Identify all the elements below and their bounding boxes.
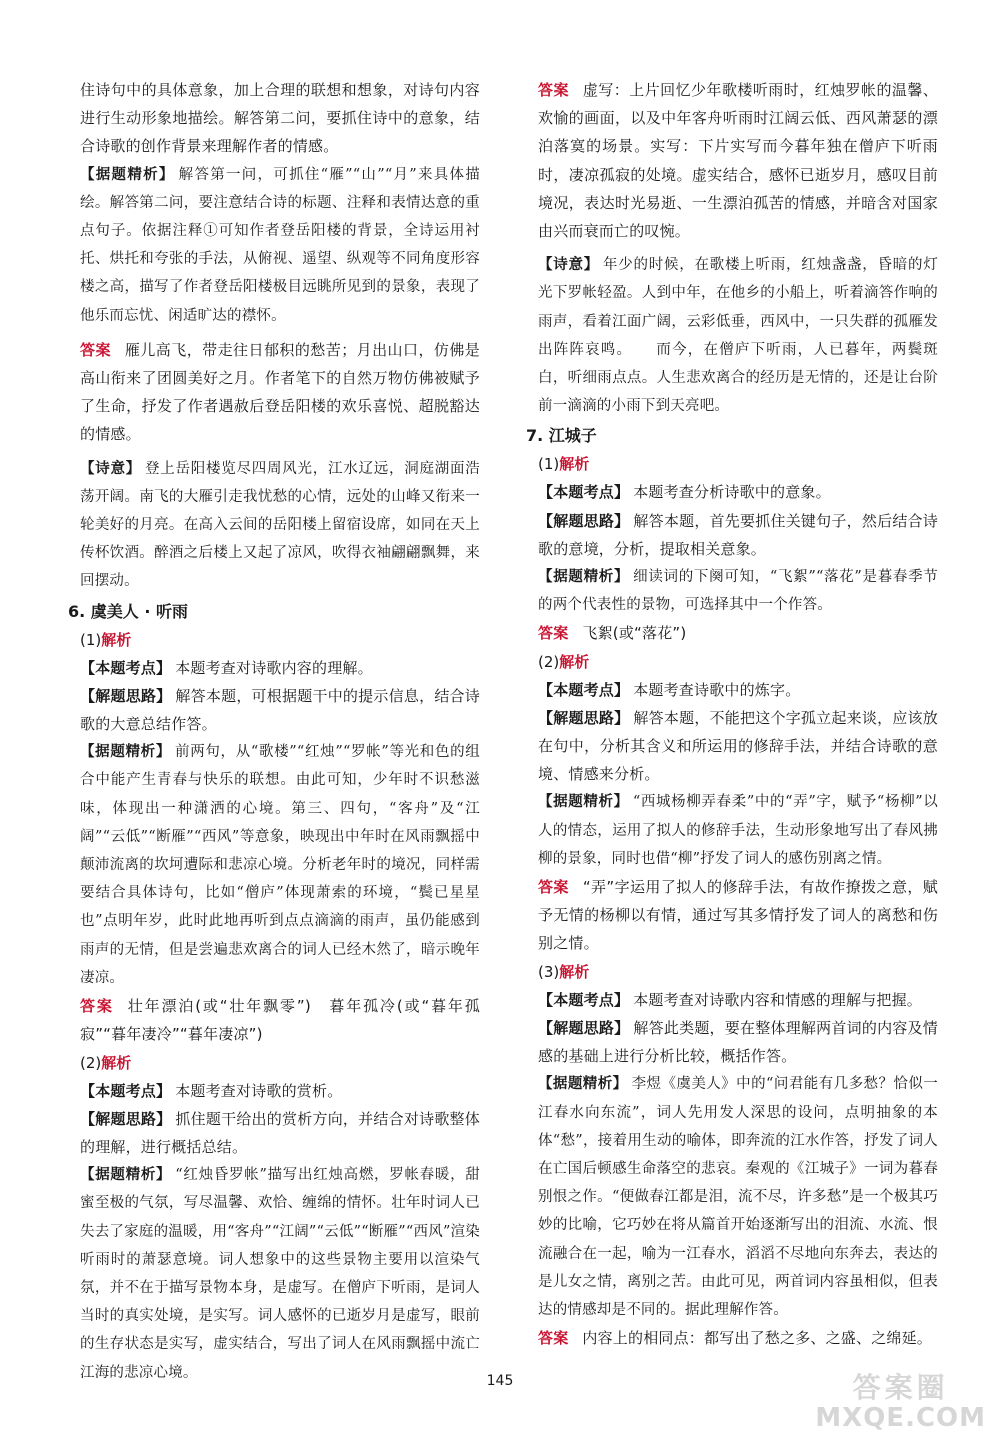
paragraph — [80, 1105, 480, 1161]
right-column — [526, 76, 939, 1352]
tag-label: 【据题精析】 — [538, 1075, 628, 1093]
tag-label: 【本题考点】 — [80, 658, 172, 677]
question-index: (2) — [80, 1053, 102, 1072]
paragraph — [538, 507, 938, 563]
answer-text: 内容上的相同点：都写出了愁之多、之盛、之绵延。 — [582, 1329, 933, 1348]
poem-meaning-text: 年少的时候，在歌楼上听雨，红烛盏盏，昏暗的灯光下罗帐轻盈。人到中年，在他乡的小船上，听着滴答作响的雨声，看着江面广阔，云彩低垂，西风中，一只失群的孤雁发出阵阵哀鸣。 而今，在僧庐下听雨，人已暮年，两鬓斑白，听细雨点点。人生悲欢离合的经历是无情的，还是让台阶前一滴滴的小雨下到天亮吧。 — [538, 257, 938, 415]
paragraph — [80, 654, 480, 682]
tag-label: 【解题思路】 — [80, 686, 172, 705]
question-index: (1) — [80, 630, 102, 649]
tag-label: 【据题精析】 — [538, 793, 629, 811]
question-number — [80, 626, 480, 654]
paragraph — [538, 478, 938, 506]
paragraph — [80, 682, 480, 738]
answer-label: 答案 — [538, 81, 569, 99]
question-index: (2) — [538, 652, 560, 671]
question-number — [80, 1049, 480, 1077]
analysis-label: 解析 — [101, 1053, 132, 1072]
analysis-text: 解答第一问，可抓住“雁”“山”“月”来具体描绘。解答第二问，要注意结合诗的标题、注释和表情达意的重点句子。依据注释①可知作者登岳阳楼的背景，全诗运用衬托、烘托和夸张的手法，从俯视、遥望、纵观等不同角度形容楼之高，描写了作者登岳阳楼极目远眺所见到的景象，表现了他乐而忘忧、闲适旷达的襟怀。 — [80, 166, 480, 324]
answer-text: “弄”字运用了拟人的修辞手法，有故作撩拨之意，赋予无情的杨柳以有情，通过写其多情抒发了词人的离愁和伤别之情。 — [538, 878, 938, 953]
answer-text: 雁儿高飞，带走往日郁积的愁苦；月出山口，仿佛是高山衔来了团圆美好之月。作者笔下的自然万物仿佛被赋予了生命，抒发了作者遇赦后登岳阳楼的欢乐喜悦、超脱豁达的情感。 — [80, 340, 480, 444]
section-title: 6. 虞美人 · 听雨 — [68, 601, 189, 621]
paragraph — [80, 1077, 480, 1105]
question-number — [538, 648, 938, 676]
answer-paragraph — [538, 76, 938, 245]
tag-label: 【据题精析】 — [80, 743, 172, 761]
answer-paragraph — [538, 619, 938, 647]
left-column — [68, 76, 481, 1387]
answer-paragraph — [80, 336, 480, 449]
text: 本题考查诗歌中的炼字。 — [633, 680, 801, 699]
text: 解答本题，可根据题干中的提示信息，结合诗歌的大意总结作答。 — [80, 686, 480, 734]
tag-label: 【本题考点】 — [538, 680, 630, 699]
answer-paragraph — [80, 992, 480, 1048]
paragraph — [80, 1161, 480, 1387]
poem-meaning-text: 登上岳阳楼览尽四周风光，江水辽远，洞庭湖面浩荡开阔。南飞的大雁引走我忧愁的心情，远处的山峰又衔来一轮美好的月亮。在高入云间的岳阳楼上留宿设席，如同在天上传杯饮酒。醉酒之后楼上又起了凉风，吹得衣袖翩翩飘舞，来回摆动。 — [80, 460, 480, 590]
answer-label: 答案 — [538, 624, 569, 643]
paragraph — [538, 1014, 938, 1070]
text: 解答本题，首先要抓住关键句子，然后结合诗歌的意境，分析，提取相关意象。 — [538, 511, 938, 558]
analysis-label: 解析 — [559, 962, 590, 981]
text: 本题考查对诗歌内容和情感的理解与把握。 — [633, 990, 923, 1009]
answer-text: 飞絮(或“落花”) — [582, 624, 687, 643]
paragraph — [538, 251, 938, 420]
question-number — [538, 958, 938, 986]
watermark-logo — [815, 1373, 986, 1433]
analysis-label: 解析 — [101, 630, 132, 649]
answer-label: 答案 — [80, 997, 114, 1016]
tag-label: 【本题考点】 — [538, 990, 630, 1009]
page-number: 145 — [486, 1373, 514, 1389]
tag-label: 【据题精析】 — [80, 1166, 172, 1184]
paragraph — [538, 704, 938, 789]
tag-label: 【解题思路】 — [538, 708, 630, 727]
text: 本题考查分析诗歌中的意象。 — [633, 483, 831, 502]
answer-paragraph — [538, 873, 938, 958]
section-title: 7. 江城子 — [526, 426, 597, 446]
paragraph — [538, 563, 938, 619]
paragraph: 住诗句中的具体意象，加上合理的联想和想象，对诗句内容进行生动形象地描绘。解答第二问，要抓住诗中的意象，结合诗歌的创作背景来理解作者的情感。 — [80, 81, 480, 156]
watermark-url: MXQE.COM — [815, 1403, 986, 1433]
paragraph — [538, 1070, 938, 1324]
answer-label: 答案 — [538, 878, 569, 897]
paragraph — [538, 788, 938, 873]
question-number — [538, 450, 938, 478]
paragraph — [80, 738, 480, 992]
answer-paragraph — [538, 1324, 938, 1352]
tag-label: 【解题思路】 — [80, 1109, 172, 1128]
paragraph — [538, 986, 938, 1014]
tag-label: 【本题考点】 — [538, 483, 630, 502]
answer-label: 答案 — [538, 1329, 569, 1348]
tag-label: 【诗意】 — [80, 459, 142, 477]
paragraph — [80, 455, 480, 596]
answer-text: 虚写：上片回忆少年歌楼听雨时，红烛罗帐的温馨、欢愉的画面，以及中年客舟听雨时江阔云低、西风萧瑟的漂泊落寞的场景。实写：下片实写而今暮年独在僧庐下听雨时，凄凉孤寂的处境。虚实结合，感怀已逝岁月，感叹目前境况，表达时光易逝、一生漂泊孤苦的情感，并暗含对国家由兴而衰而亡的叹惋。 — [538, 81, 938, 241]
tag-label: 【据题精析】 — [538, 568, 630, 586]
text: 细读词的下阕可知，“飞絮”“落花”是暮春季节的两个代表性的景物，可选择其中一个作答。 — [538, 569, 938, 614]
tag-label: 【解题思路】 — [538, 1018, 630, 1037]
text: 抓住题干给出的赏析方向，并结合对诗歌整体的理解，进行概括总结。 — [80, 1109, 480, 1156]
text: 本题考查对诗歌内容的理解。 — [175, 658, 373, 677]
tag-label: 【本题考点】 — [80, 1081, 172, 1100]
tag-label: 【据题精析】 — [80, 165, 175, 183]
watermark-text: 答案圈 — [852, 1371, 949, 1404]
text: 解答本题，不能把这个字孤立起来谈，应该放在句中，分析其含义和所运用的修辞手法，并结合诗歌的意境、情感来分析。 — [538, 708, 938, 784]
analysis-label: 解析 — [559, 652, 590, 671]
analysis-label: 解析 — [559, 455, 590, 474]
text: 解答此类题，要在整体理解两首词的内容及情感的基础上进行分析比较，概括作答。 — [538, 1018, 938, 1066]
text: 本题考查对诗歌的赏析。 — [175, 1081, 343, 1100]
text: 李煜《虞美人》中的“问君能有几多愁？恰似一江春水向东流”，词人先用发人深思的设问，点明抽象的本体“愁”，接着用生动的喻体，即奔流的江水作答，抒发了词人在亡国后顿感生命落空的悲哀。秦观的《江城子》一词为暮春别恨之作。“便做春江都是泪，流不尽，许多愁”是一个极其巧妙的比喻，它巧妙在将从篇首开始逐渐写出的泪流、水流、恨流融合在一起，喻为一江春水，滔滔不尽地向东奔去，表达的是儿女之情，离别之苦。由此可见，两首词内容虽相似，但表达的情感却是不同的。据此理解作答。 — [538, 1076, 938, 1318]
text: “红烛昏罗帐”描写出红烛高燃，罗帐春暖，甜蜜至极的气氛，写尽温馨、欢恰、缠绵的情怀。壮年时词人已失去了家庭的温暖，用“客舟”“江阔”“云低”“断雁”“西风”渲染听雨时的萧瑟意境。词人想象中的这些景物主要用以渲染气氛，并不在于描写景物本身，是虚写。在僧庐下听雨，是词人当时的真实处境，是实写。词人感怀的已逝岁月是虚写，眼前的生存状态是实写，虚实结合，写出了词人在风雨飘摇中流亡江海的悲凉心境。 — [80, 1167, 480, 1381]
answer-text: 壮年漂泊(或“壮年飘零”) 暮年孤冷(或“暮年孤寂”“暮年凄冷”“暮年凄凉”) — [80, 997, 481, 1044]
paragraph — [80, 161, 480, 330]
question-index: (1) — [538, 455, 560, 474]
tag-label: 【诗意】 — [538, 256, 600, 274]
text: 前两句，从“歌楼”“红烛”“罗帐”等光和色的组合中能产生青春与快乐的联想。由此可知，少年时不识愁滋味，体现出一种潇洒的心境。第三、四句，“客舟”及“江阔”“云低”“断雁”“西风”等意象，映现出中年时在风雨飘摇中颠沛流离的坎坷遭际和悲凉心境。分析老年时的境况，同样需要结合具体诗句，比如“僧庐”体现萧索的环境，“鬓已星星也”点明年岁，此时此地再听到点点滴滴的雨声，虽仍能感到雨声的无情，但是尝遍悲欢离合的词人已经木然了，暗示晚年凄凉。 — [80, 744, 481, 986]
paragraph — [538, 676, 938, 704]
text: “西城杨柳弄春柔”中的“弄”字，赋予“杨柳”以人的情态，运用了拟人的修辞手法，生动形象地写出了春风拂柳的景象，同时也借“柳”抒发了词人的感伤别离之情。 — [538, 794, 939, 867]
answer-label: 答案 — [80, 340, 111, 359]
question-index: (3) — [538, 962, 560, 981]
tag-label: 【解题思路】 — [538, 511, 630, 530]
